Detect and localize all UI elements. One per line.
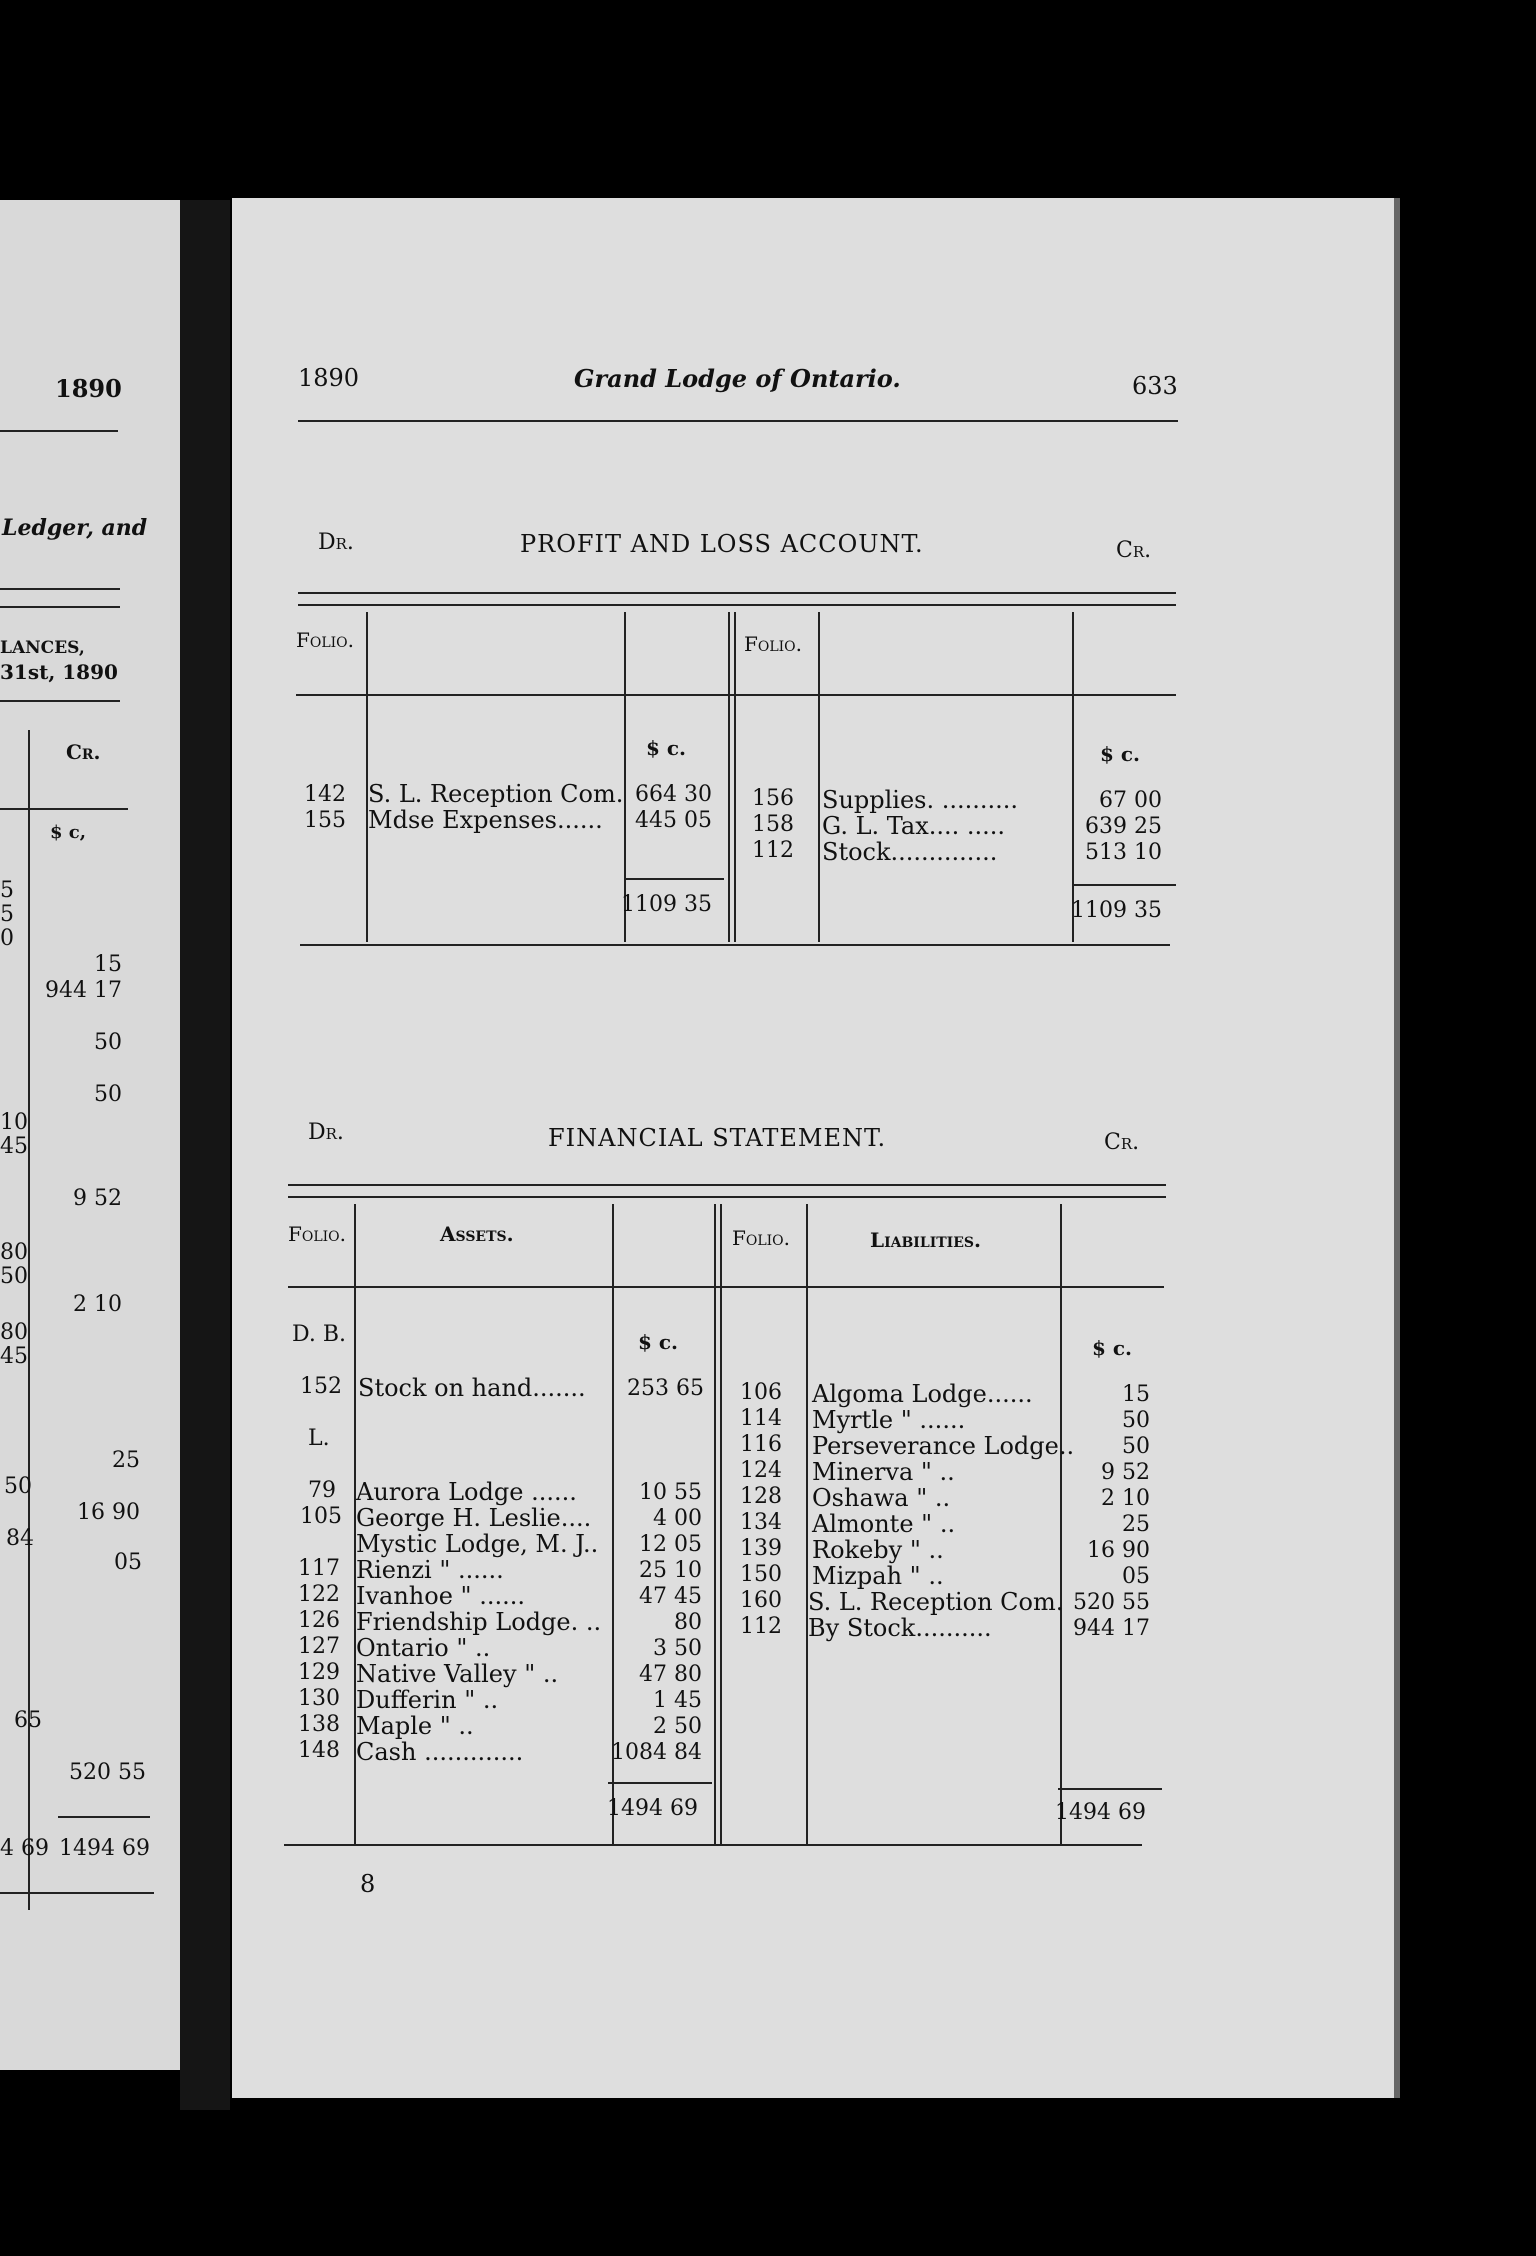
pl-money-header-cr: $ c. — [1100, 742, 1141, 766]
left-stub: 4 69 — [0, 1836, 49, 1861]
fs-liability-amount: 520 55 — [1073, 1590, 1150, 1615]
page-year: 1890 — [298, 364, 360, 392]
fs-liability-folio: 160 — [740, 1588, 782, 1613]
fs-asset-amount: 80 — [674, 1610, 702, 1635]
pl-cr-label: Cr. — [1116, 538, 1152, 563]
pl-debit-amount: 445 05 — [635, 808, 712, 833]
fs-asset-group-label: D. B. — [292, 1322, 347, 1347]
fs-liability-item: Mizpah " .. — [812, 1562, 944, 1590]
left-value: 15 — [94, 952, 122, 977]
fs-asset-amount: 2 50 — [653, 1714, 702, 1739]
left-value: 50 — [94, 1082, 122, 1107]
fs-asset-folio: 79 — [308, 1478, 336, 1503]
fs-assets-total-rule — [608, 1782, 712, 1784]
fs-top-rule — [288, 1184, 1166, 1186]
fs-liability-item: Oshawa " .. — [812, 1484, 951, 1512]
fs-folio-header-cr: Folio. — [732, 1226, 791, 1250]
pl-folio-header-cr: Folio. — [744, 632, 803, 656]
fs-asset-folio: 129 — [298, 1660, 340, 1685]
fs-asset-amount: 47 80 — [639, 1662, 702, 1687]
fs-liability-folio: 106 — [740, 1380, 782, 1405]
pl-top-rule — [298, 592, 1176, 594]
fs-asset-item: Maple " .. — [356, 1712, 474, 1740]
left-rule-5 — [0, 808, 128, 810]
fs-liability-amount: 05 — [1122, 1564, 1150, 1589]
left-stub: 45 — [0, 1134, 28, 1159]
fs-bottom-rule — [284, 1844, 1142, 1846]
fs-liability-folio: 128 — [740, 1484, 782, 1509]
fs-asset-folio: 138 — [298, 1712, 340, 1737]
fs-asset-item: Mystic Lodge, M. J.. — [356, 1530, 599, 1558]
fs-asset-group-label: L. — [308, 1426, 330, 1451]
fs-asset-item: Rienzi " ...... — [356, 1556, 504, 1584]
fs-asset-amount: 1084 84 — [611, 1740, 702, 1765]
left-bottom-rule — [0, 1892, 154, 1894]
pl-credit-amount: 67 00 — [1099, 788, 1162, 813]
pl-folio-header: Folio. — [296, 628, 355, 652]
pl-money-header: $ c. — [646, 736, 687, 760]
fs-dr-label: Dr. — [308, 1120, 344, 1145]
fs-cr-label: Cr. — [1104, 1130, 1140, 1155]
left-heading: Ledger, and — [2, 515, 148, 541]
left-column-rule — [28, 730, 30, 1910]
fs-asset-amount: 25 10 — [639, 1558, 702, 1583]
fs-assets-header: Assets. — [440, 1222, 514, 1246]
fs-liability-amount: 2 10 — [1101, 1486, 1150, 1511]
fs-asset-amount: 253 65 — [627, 1376, 704, 1401]
fs-asset-folio: 117 — [298, 1556, 340, 1581]
footer-signature-mark: 8 — [360, 1870, 376, 1898]
fs-liability-folio: 150 — [740, 1562, 782, 1587]
header-rule — [298, 420, 1178, 422]
left-year: 1890 — [55, 374, 122, 403]
left-value: 16 90 — [77, 1500, 140, 1525]
pl-bottom-rule — [300, 944, 1170, 946]
left-stub: 65 — [14, 1708, 42, 1733]
pl-debit-item: S. L. Reception Com. — [368, 780, 624, 808]
fs-col-rule — [720, 1204, 722, 1844]
fs-asset-folio: 126 — [298, 1608, 340, 1633]
pl-credit-item: Stock.............. — [822, 838, 998, 866]
left-stub: 45 — [0, 1344, 28, 1369]
fs-asset-item: Ivanhoe " ...... — [356, 1582, 525, 1610]
left-stub: 0 — [0, 926, 14, 951]
left-stub: 84 — [6, 1526, 34, 1551]
fs-liability-item: S. L. Reception Com. — [808, 1588, 1064, 1616]
fs-asset-amount: 1 45 — [653, 1688, 702, 1713]
left-total-rule — [58, 1816, 150, 1818]
left-balances-title: LANCES, — [0, 638, 85, 658]
fs-asset-item: Cash ............. — [356, 1738, 524, 1766]
fs-liability-item: Myrtle " ...... — [812, 1406, 966, 1434]
fs-asset-item: Friendship Lodge. .. — [356, 1608, 602, 1636]
fs-liability-folio: 114 — [740, 1406, 782, 1431]
pl-credit-amount: 513 10 — [1085, 840, 1162, 865]
left-rule — [0, 430, 118, 432]
left-balances-date: 31st, 1890 — [0, 660, 118, 684]
left-stub: 5 — [0, 878, 14, 903]
left-stub: 10 — [0, 1110, 28, 1135]
pl-top-rule-2 — [298, 604, 1176, 606]
fs-title: FINANCIAL STATEMENT. — [548, 1124, 887, 1152]
left-stub: 50 — [4, 1474, 32, 1499]
fs-liability-item: Algoma Lodge...... — [812, 1380, 1033, 1408]
pl-col-rule — [818, 612, 820, 942]
left-value: 50 — [94, 1030, 122, 1055]
fs-asset-amount: 10 55 — [639, 1480, 702, 1505]
fs-asset-amount: 4 00 — [653, 1506, 702, 1531]
fs-asset-item: Dufferin " .. — [356, 1686, 499, 1714]
book-spine — [180, 200, 230, 2110]
fs-liability-amount: 9 52 — [1101, 1460, 1150, 1485]
running-title: Grand Lodge of Ontario. — [574, 364, 901, 393]
pl-debit-amount: 664 30 — [635, 782, 712, 807]
page-number: 633 — [1132, 372, 1178, 400]
left-rule-3 — [0, 606, 120, 608]
pl-credit-amount: 639 25 — [1085, 814, 1162, 839]
pl-header-rule — [296, 694, 1176, 696]
fs-asset-folio: 130 — [298, 1686, 340, 1711]
left-stub: 50 — [0, 1264, 28, 1289]
pl-credit-item: Supplies. .......... — [822, 786, 1019, 814]
fs-col-rule — [806, 1204, 808, 1844]
fs-col-rule — [714, 1204, 716, 1844]
fs-asset-folio: 122 — [298, 1582, 340, 1607]
fs-liability-item: Rokeby " .. — [812, 1536, 944, 1564]
left-money-header: $ c, — [50, 822, 87, 843]
pl-col-rule — [366, 612, 368, 942]
fs-asset-amount: 3 50 — [653, 1636, 702, 1661]
fs-asset-item: Ontario " .. — [356, 1634, 491, 1662]
fs-liability-amount: 50 — [1122, 1434, 1150, 1459]
fs-header-rule — [288, 1286, 1164, 1288]
fs-liability-item: Almonte " .. — [812, 1510, 956, 1538]
pl-credit-item: G. L. Tax.... ..... — [822, 812, 1006, 840]
fs-asset-folio: 152 — [300, 1374, 342, 1399]
left-value: 25 — [112, 1448, 140, 1473]
left-value: 05 — [114, 1550, 142, 1575]
pl-credit-total-rule — [1072, 884, 1176, 886]
pl-debit-folio: 142 — [304, 782, 346, 807]
pl-credit-folio: 112 — [752, 838, 794, 863]
fs-asset-folio: 127 — [298, 1634, 340, 1659]
pl-credit-folio: 156 — [752, 786, 794, 811]
fs-liability-item: By Stock.......... — [808, 1614, 992, 1642]
fs-liability-amount: 16 90 — [1087, 1538, 1150, 1563]
fs-asset-item: Native Valley " .. — [356, 1660, 559, 1688]
fs-asset-item: George H. Leslie.... — [356, 1504, 592, 1532]
pl-col-rule — [734, 612, 736, 942]
fs-liability-amount: 944 17 — [1073, 1616, 1150, 1641]
pl-dr-label: Dr. — [318, 530, 354, 555]
fs-money-header-cr: $ c. — [1092, 1336, 1133, 1360]
fs-liabilities-total: 1494 69 — [1055, 1800, 1146, 1825]
fs-col-rule — [1060, 1204, 1062, 1844]
left-stub: 5 — [0, 902, 14, 927]
fs-asset-item: Aurora Lodge ...... — [356, 1478, 577, 1506]
fs-liability-amount: 15 — [1122, 1382, 1150, 1407]
fs-liabilities-total-rule — [1058, 1788, 1162, 1790]
pl-credit-total: 1109 35 — [1071, 898, 1162, 923]
fs-asset-item: Stock on hand....... — [358, 1374, 586, 1402]
left-cr: Cr. — [66, 740, 101, 764]
pl-debit-item: Mdse Expenses...... — [368, 806, 603, 834]
fs-liability-folio: 112 — [740, 1614, 782, 1639]
left-rule-4 — [0, 700, 120, 702]
fs-asset-amount: 47 45 — [639, 1584, 702, 1609]
fs-liability-folio: 134 — [740, 1510, 782, 1535]
fs-top-rule-2 — [288, 1196, 1166, 1198]
pl-col-rule — [1072, 612, 1074, 942]
fs-liability-folio: 116 — [740, 1432, 782, 1457]
fs-liability-amount: 50 — [1122, 1408, 1150, 1433]
fs-folio-header: Folio. — [288, 1222, 347, 1246]
fs-liability-folio: 139 — [740, 1536, 782, 1561]
left-value: 9 52 — [73, 1186, 122, 1211]
pl-debit-total-rule — [626, 878, 724, 880]
fs-liability-item: Perseverance Lodge.. — [812, 1432, 1075, 1460]
fs-liability-amount: 25 — [1122, 1512, 1150, 1537]
fs-liabilities-header: Liabilities. — [870, 1228, 981, 1252]
left-value: 2 10 — [73, 1292, 122, 1317]
fs-asset-amount: 12 05 — [639, 1532, 702, 1557]
pl-col-rule — [728, 612, 730, 942]
left-value: 520 55 — [69, 1760, 146, 1785]
left-value: 944 17 — [45, 978, 122, 1003]
left-value: 1494 69 — [59, 1836, 150, 1861]
left-stub: 80 — [0, 1240, 28, 1265]
fs-asset-folio: 105 — [300, 1504, 342, 1529]
fs-asset-folio: 148 — [298, 1738, 340, 1763]
left-stub: 80 — [0, 1320, 28, 1345]
left-rule-2 — [0, 588, 120, 590]
pl-debit-total: 1109 35 — [621, 892, 712, 917]
pl-title: PROFIT AND LOSS ACCOUNT. — [520, 530, 924, 558]
fs-liability-item: Minerva " .. — [812, 1458, 955, 1486]
fs-assets-total: 1494 69 — [607, 1796, 698, 1821]
fs-liability-folio: 124 — [740, 1458, 782, 1483]
pl-credit-folio: 158 — [752, 812, 794, 837]
pl-debit-folio: 155 — [304, 808, 346, 833]
fs-money-header: $ c. — [638, 1330, 679, 1354]
